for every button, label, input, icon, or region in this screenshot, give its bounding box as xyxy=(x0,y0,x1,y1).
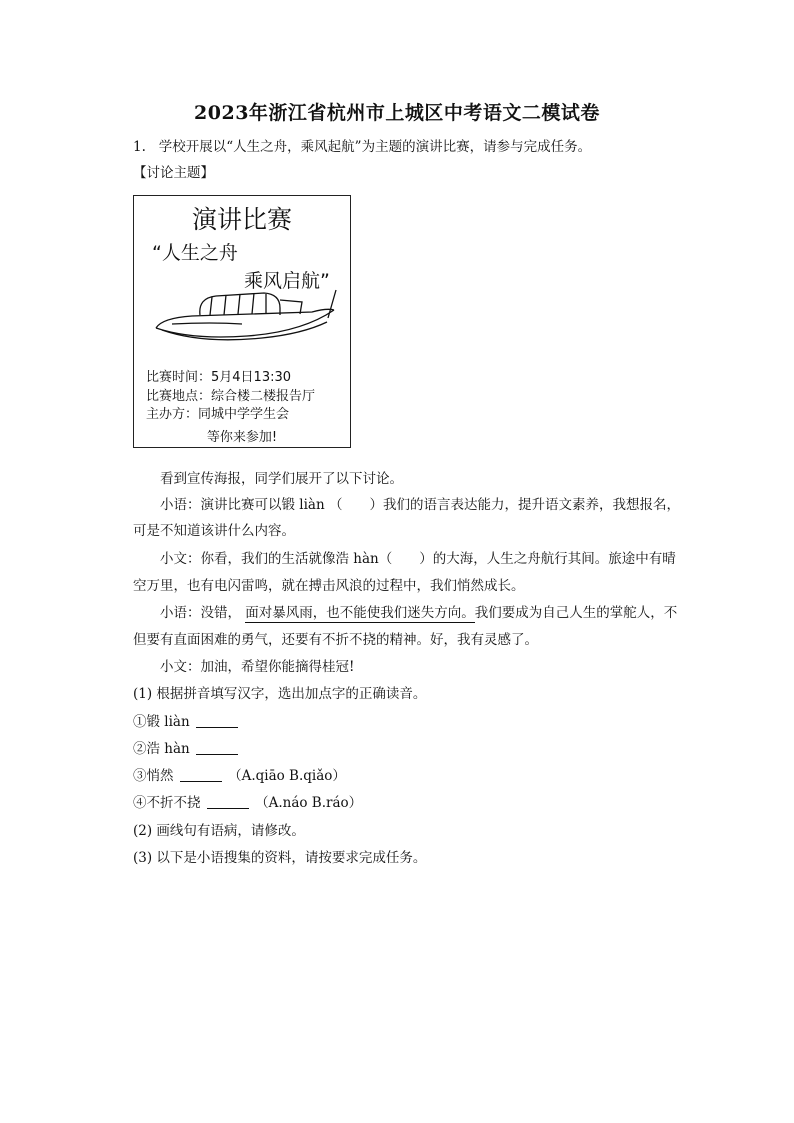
section-heading: 【讨论主题】 xyxy=(133,165,214,181)
task-item-1 xyxy=(133,713,240,731)
item-1-label: ①锻 liàn xyxy=(133,714,190,730)
task-item-2 xyxy=(133,740,240,758)
dialogue-xiaoyu2-line1 xyxy=(160,604,677,622)
dialogue-xiaoyu1-line2: 可是不知道该讲什么内容。 xyxy=(133,523,295,539)
dialogue-xiaoyu2-line2: 但要有直面困难的勇气，还要有不折不挠的精神。好，我有灵感了。 xyxy=(133,632,538,648)
item-4-label: ④不折不挠 xyxy=(133,795,201,811)
underlined-sentence: 面对暴风雨，也不能使我们迷失方向。 xyxy=(245,605,475,621)
answer-blank[interactable] xyxy=(196,741,238,755)
poster-invite: 等你来参加! xyxy=(206,430,278,445)
dialogue-xiaowen1-line1: 小文：你看，我们的生活就像浩 hàn（ ）的大海，人生之舟航行其间。旅途中有晴 xyxy=(160,551,676,567)
task-2: (2) 画线句有语病，请修改。 xyxy=(133,823,305,839)
question-prompt: 学校开展以“人生之舟，乘风起航”为主题的演讲比赛，请参与完成任务。 xyxy=(158,139,592,155)
dialogue-xiaowen1-line2: 空万里，也有电闪雷鸣，就在搏击风浪的过程中，我们悄然成长。 xyxy=(133,578,525,594)
xiaoyu2-suffix: 我们要成为自己人生的掌舵人，不 xyxy=(474,605,678,621)
poster-place: 比赛地点：综合楼二楼报告厅 xyxy=(146,389,316,404)
page-title: 2023年浙江省杭州市上城区中考语文二模试卷 xyxy=(194,102,600,124)
poster-time: 比赛时间：5月4日13:30 xyxy=(146,370,292,385)
dialogue-xiaowen2: 小文：加油，希望你能摘得桂冠! xyxy=(160,659,355,675)
dialogue-intro: 看到宣传海报，同学们展开了以下讨论。 xyxy=(160,471,403,487)
xiaoyu2-prefix: 小语：没错， xyxy=(160,605,241,621)
boat-illustration xyxy=(152,288,342,358)
poster-organizer: 主办方：同城中学学生会 xyxy=(146,407,290,422)
answer-blank[interactable] xyxy=(196,714,238,728)
item-3-options: （A.qiāo B.qiǎo） xyxy=(228,768,346,784)
item-2-label: ②浩 hàn xyxy=(133,741,190,757)
poster-heading: 演讲比赛 xyxy=(191,205,292,234)
question-prompt-line xyxy=(133,138,591,156)
question-number: 1. xyxy=(133,139,146,155)
task-item-3 xyxy=(133,767,346,785)
task-1: (1) 根据拼音填写汉字，选出加点字的正确读音。 xyxy=(133,686,427,702)
item-3-label: ③悄然 xyxy=(133,768,174,784)
task-3: (3) 以下是小语搜集的资料，请按要求完成任务。 xyxy=(133,850,427,866)
answer-blank[interactable] xyxy=(207,795,249,809)
item-4-options: （A.náo B.ráo） xyxy=(255,795,363,811)
dialogue-xiaoyu1-line1: 小语：演讲比赛可以锻 liàn （ ）我们的语言表达能力，提升语文素养，我想报名， xyxy=(160,497,680,513)
poster-quote-line1: “人生之舟 xyxy=(152,242,238,264)
task-item-4 xyxy=(133,794,362,812)
speech-contest-poster xyxy=(133,195,351,448)
answer-blank[interactable] xyxy=(180,768,222,782)
poster-quote-line2: 乘风启航” xyxy=(244,270,330,292)
